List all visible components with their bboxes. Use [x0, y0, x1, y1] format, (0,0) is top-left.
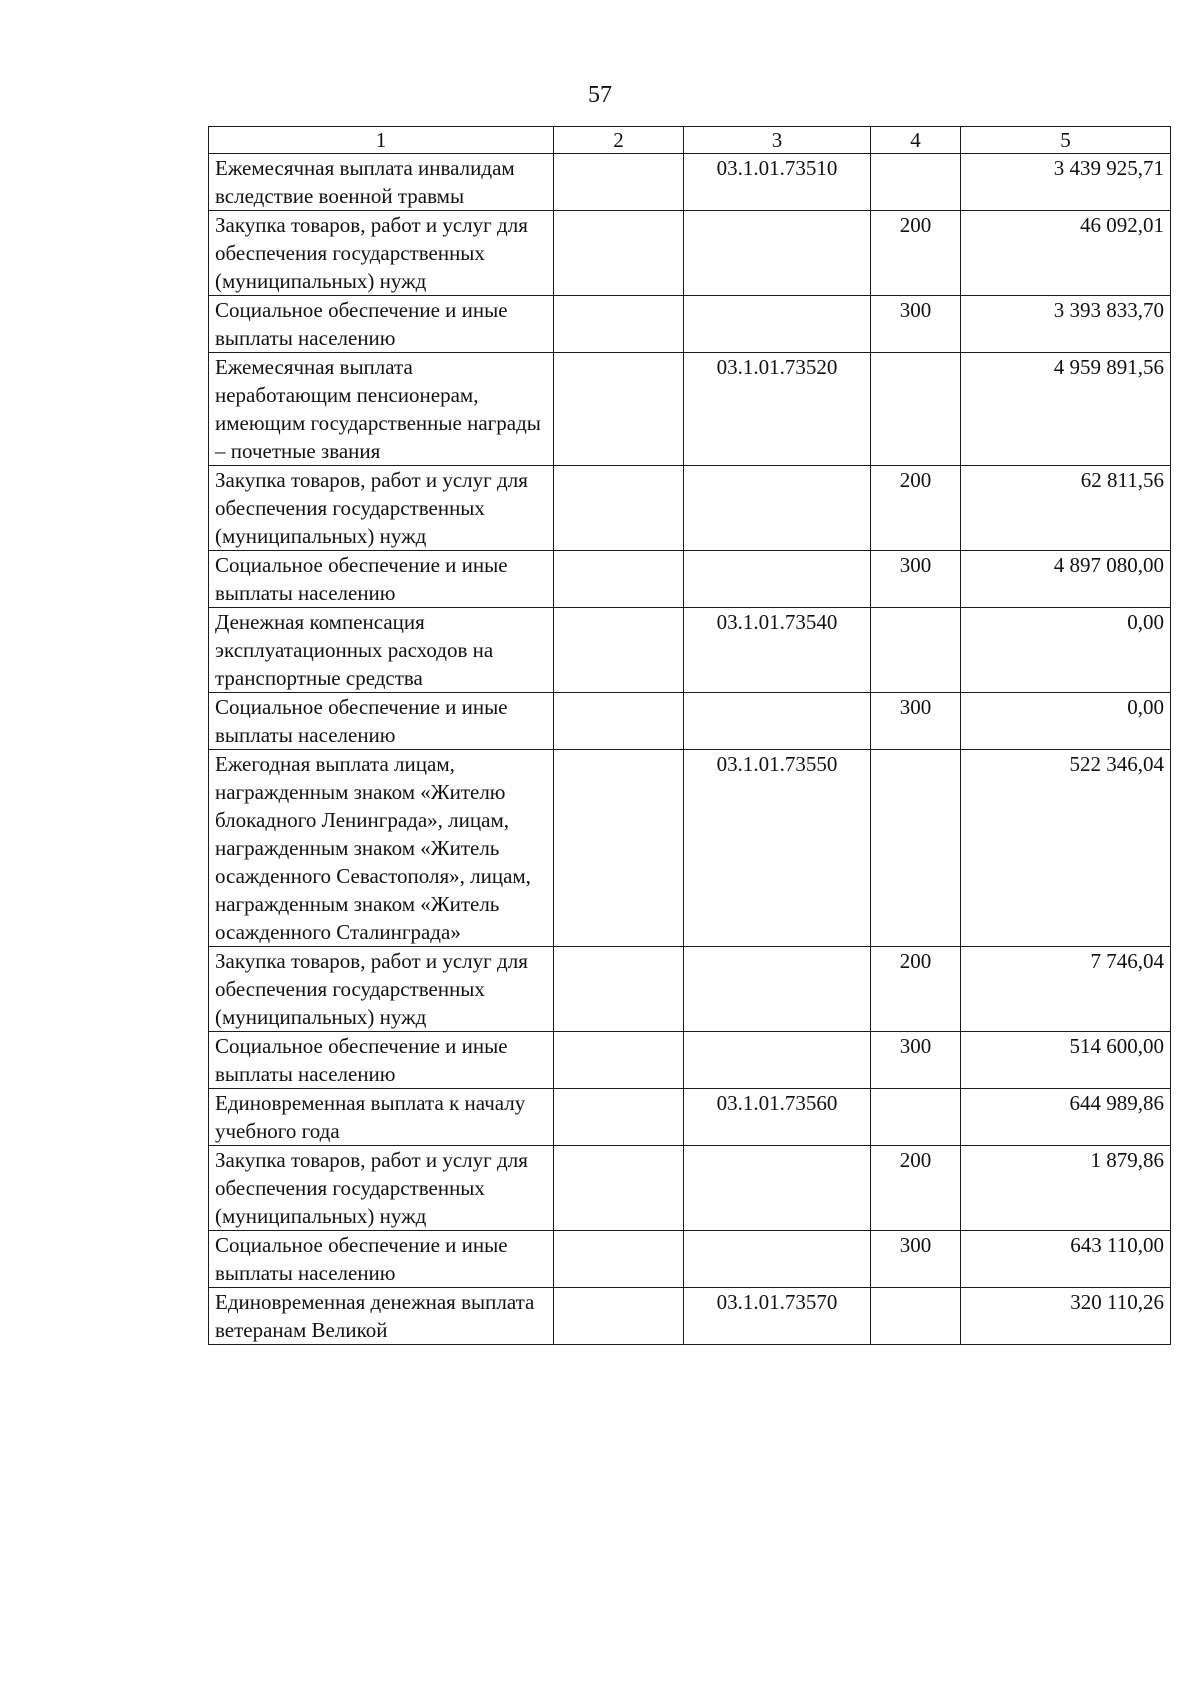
- row-amount: 4 897 080,00: [961, 551, 1171, 608]
- row-name: Единовременная денежная выплата ветеранам Великой: [209, 1288, 554, 1345]
- row-amount: 0,00: [961, 608, 1171, 693]
- row-amount: 3 393 833,70: [961, 296, 1171, 353]
- row-name: Социальное обеспечение и иные выплаты населению: [209, 1231, 554, 1288]
- row-amount: 0,00: [961, 693, 1171, 750]
- row-type: [871, 608, 961, 693]
- row-col2: [554, 551, 684, 608]
- table-row: [209, 551, 1171, 608]
- row-col2: [554, 353, 684, 466]
- row-type: 300: [871, 1231, 961, 1288]
- table-row: [209, 1032, 1171, 1089]
- table-row: [209, 154, 1171, 211]
- row-type: [871, 750, 961, 947]
- table-row: [209, 211, 1171, 296]
- row-name: Ежемесячная выплата инвалидам вследствие военной травмы: [209, 154, 554, 211]
- row-type: 200: [871, 466, 961, 551]
- row-col2: [554, 296, 684, 353]
- row-col2: [554, 466, 684, 551]
- row-col2: [554, 154, 684, 211]
- row-name: Закупка товаров, работ и услуг для обеспечения государственных (муниципальных) нужд: [209, 1146, 554, 1231]
- row-col2: [554, 1288, 684, 1345]
- row-col2: [554, 1032, 684, 1089]
- row-type: [871, 1288, 961, 1345]
- page-number: 57: [588, 82, 612, 108]
- column-header-4: 4: [871, 127, 961, 154]
- row-name: Закупка товаров, работ и услуг для обеспечения государственных (муниципальных) нужд: [209, 466, 554, 551]
- row-col2: [554, 211, 684, 296]
- budget-table: [208, 126, 1171, 1345]
- table-row: [209, 1089, 1171, 1146]
- table-row: [209, 353, 1171, 466]
- row-col2: [554, 608, 684, 693]
- row-code: [684, 1032, 871, 1089]
- table-row: [209, 466, 1171, 551]
- row-code: 03.1.01.73520: [684, 353, 871, 466]
- row-type: 300: [871, 1032, 961, 1089]
- row-code: [684, 947, 871, 1032]
- row-code: [684, 296, 871, 353]
- table-row: [209, 1231, 1171, 1288]
- row-type: [871, 154, 961, 211]
- table-row: [209, 1288, 1171, 1345]
- row-type: 300: [871, 551, 961, 608]
- row-type: [871, 353, 961, 466]
- row-amount: 320 110,26: [961, 1288, 1171, 1345]
- row-amount: 46 092,01: [961, 211, 1171, 296]
- row-col2: [554, 750, 684, 947]
- row-type: [871, 1089, 961, 1146]
- row-code: [684, 551, 871, 608]
- row-code: [684, 693, 871, 750]
- row-amount: 1 879,86: [961, 1146, 1171, 1231]
- row-type: 300: [871, 296, 961, 353]
- row-name: Социальное обеспечение и иные выплаты населению: [209, 296, 554, 353]
- row-code: 03.1.01.73570: [684, 1288, 871, 1345]
- row-type: 200: [871, 947, 961, 1032]
- row-name: Ежемесячная выплата неработающим пенсионерам, имеющим государственные награды – почетные звания: [209, 353, 554, 466]
- row-amount: 514 600,00: [961, 1032, 1171, 1089]
- row-type: 300: [871, 693, 961, 750]
- row-amount: 3 439 925,71: [961, 154, 1171, 211]
- row-col2: [554, 1089, 684, 1146]
- table-row: [209, 1146, 1171, 1231]
- row-code: [684, 1231, 871, 1288]
- row-amount: 643 110,00: [961, 1231, 1171, 1288]
- table-row: [209, 296, 1171, 353]
- row-code: [684, 466, 871, 551]
- row-type: 200: [871, 211, 961, 296]
- row-col2: [554, 1146, 684, 1231]
- row-type: 200: [871, 1146, 961, 1231]
- table-row: [209, 750, 1171, 947]
- column-header-3: 3: [684, 127, 871, 154]
- row-name: Социальное обеспечение и иные выплаты населению: [209, 693, 554, 750]
- header-row: [209, 127, 1171, 154]
- row-amount: 644 989,86: [961, 1089, 1171, 1146]
- row-name: Закупка товаров, работ и услуг для обеспечения государственных (муниципальных) нужд: [209, 947, 554, 1032]
- row-code: 03.1.01.73550: [684, 750, 871, 947]
- row-code: 03.1.01.73510: [684, 154, 871, 211]
- table-row: [209, 947, 1171, 1032]
- row-col2: [554, 947, 684, 1032]
- column-header-2: 2: [554, 127, 684, 154]
- row-code: 03.1.01.73540: [684, 608, 871, 693]
- row-name: Социальное обеспечение и иные выплаты населению: [209, 551, 554, 608]
- column-header-5: 5: [961, 127, 1171, 154]
- row-col2: [554, 693, 684, 750]
- row-col2: [554, 1231, 684, 1288]
- table-row: [209, 693, 1171, 750]
- row-amount: 4 959 891,56: [961, 353, 1171, 466]
- table-row: [209, 608, 1171, 693]
- row-amount: 62 811,56: [961, 466, 1171, 551]
- row-code: [684, 1146, 871, 1231]
- row-code: 03.1.01.73560: [684, 1089, 871, 1146]
- column-header-1: 1: [209, 127, 554, 154]
- row-code: [684, 211, 871, 296]
- row-amount: 7 746,04: [961, 947, 1171, 1032]
- row-name: Денежная компенсация эксплуатационных расходов на транспортные средства: [209, 608, 554, 693]
- row-name: Закупка товаров, работ и услуг для обеспечения государственных (муниципальных) нужд: [209, 211, 554, 296]
- row-name: Ежегодная выплата лицам, награжденным знаком «Жителю блокадного Ленинграда», лицам, награжденным знаком «Житель осажденного Севастополя», лицам, награжденным знаком «Житель осажденного Сталинграда»: [209, 750, 554, 947]
- row-name: Единовременная выплата к началу учебного года: [209, 1089, 554, 1146]
- row-amount: 522 346,04: [961, 750, 1171, 947]
- row-name: Социальное обеспечение и иные выплаты населению: [209, 1032, 554, 1089]
